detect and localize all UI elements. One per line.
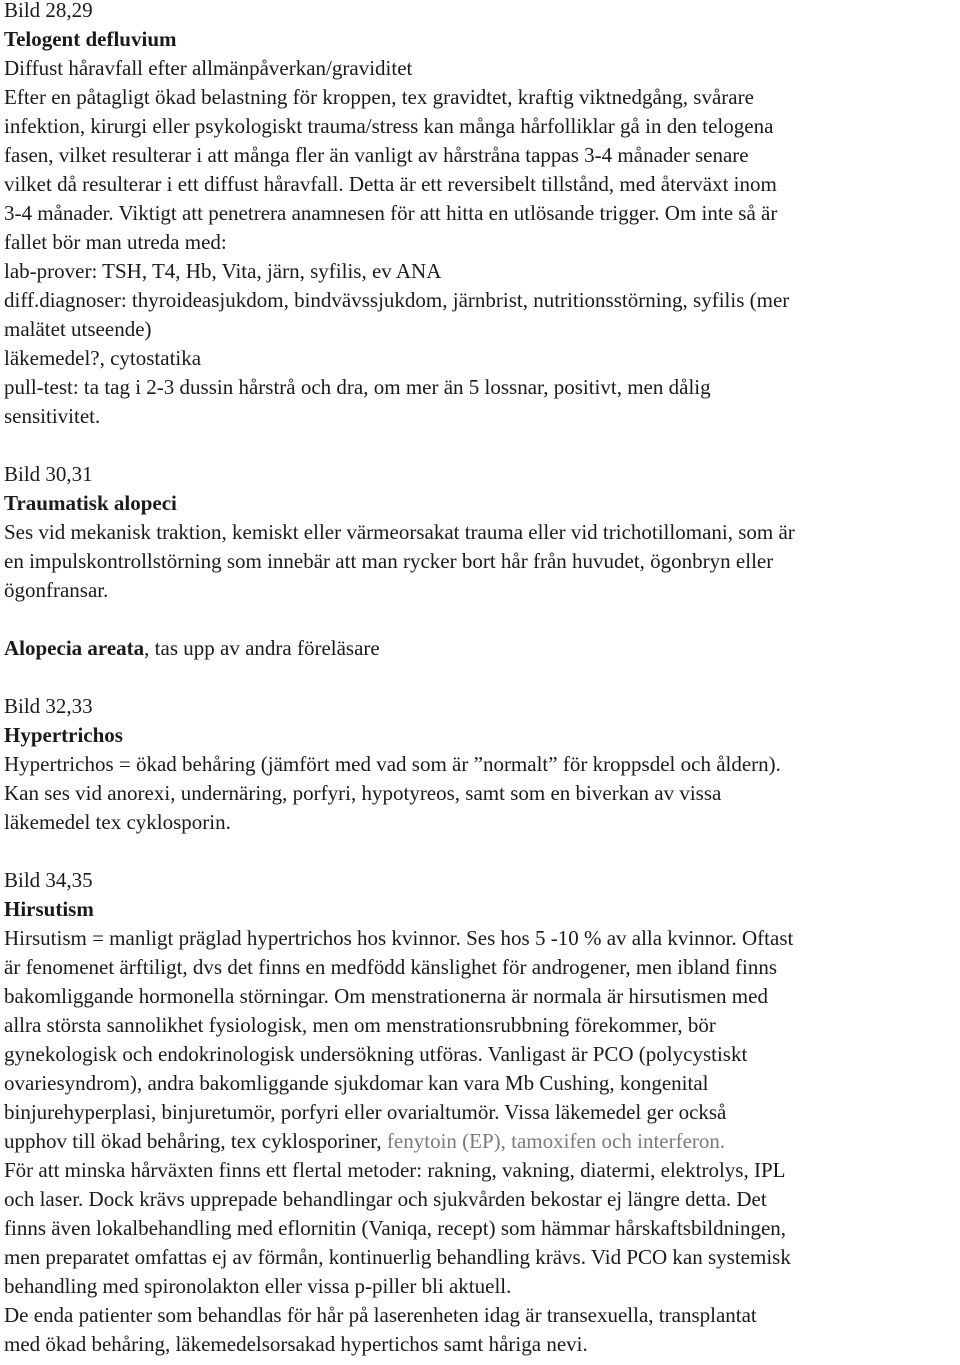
text-line: pull-test: ta tag i 2-3 dussin hårstrå och dra, om mer än 5 lossnar, positivt, men dålig xyxy=(4,375,711,399)
text-line: infektion, kirurgi eller psykologiskt trauma/stress kan många hårfolliklar gå in den telogena xyxy=(4,114,774,138)
text-line: finns även lokalbehandling med eflornitin (Vaniqa, recept) som hämmar hårskaftsbildningen, xyxy=(4,1216,787,1240)
heading-telogen: Telogent defluvium xyxy=(4,27,177,51)
text-line: Efter en påtagligt ökad belastning för kroppen, tex gravidtet, kraftig viktnedgång, svårare xyxy=(4,85,754,109)
text-line: en impulskontrollstörning som innebär att man rycker bort hår från huvudet, ögonbryn eller xyxy=(4,549,774,573)
text-line xyxy=(4,1127,725,1156)
text-line: ögonfransar. xyxy=(4,578,109,602)
text-line: sensitivitet. xyxy=(4,404,101,428)
text-line: men preparatet omfattas ej av förmån, kontinuerlig behandling krävs. Vid PCO kan systemisk xyxy=(4,1245,791,1269)
text-line: binjurehyperplasi, binjuretumör, porfyri eller ovarialtumör. Vissa läkemedel ger också xyxy=(4,1100,727,1124)
text-line: De enda patienter som behandlas för hår på laserenheten idag är transexuella, transplantat xyxy=(4,1303,757,1327)
text-line: allra största sannolikhet fysiologisk, men om menstrationsrubbning förekommer, bör xyxy=(4,1013,716,1037)
text-line: och laser. Dock krävs upprepade behandlingar och sjukvården bekostar ej längre detta. Det xyxy=(4,1187,767,1211)
text-line: fasen, vilket resulterar i att många fler än vanligt av hårstråna tappas 3-4 månader senare xyxy=(4,143,749,167)
text-line: läkemedel?, cytostatika xyxy=(4,346,202,370)
text-line: Ses vid mekanisk traktion, kemiskt eller värmeorsakat trauma eller vid trichotillomani, som är xyxy=(4,520,795,544)
text-line: läkemedel tex cyklosporin. xyxy=(4,810,231,834)
text-line: Diffust håravfall efter allmänpåverkan/graviditet xyxy=(4,56,413,80)
heading-hirsutism: Hirsutism xyxy=(4,897,94,921)
section-ref-telogen: Bild 28,29 xyxy=(4,0,93,22)
section-ref-hypertrichos: Bild 32,33 xyxy=(4,694,93,718)
text-line: Kan ses vid anorexi, undernäring, porfyri, hypotyreos, samt som en biverkan av vissa xyxy=(4,781,722,805)
text-line: Hypertrichos = ökad behåring (jämfört med vad som är ”normalt” för kroppsdel och åldern). xyxy=(4,752,781,776)
section-ref-hirsutism: Bild 34,35 xyxy=(4,868,93,892)
areata-note: , tas upp av andra föreläsare xyxy=(144,636,380,660)
text-line: 3-4 månader. Viktigt att penetrera anamnesen för att hitta en utlösande trigger. Om inte så är xyxy=(4,201,778,225)
areata-line xyxy=(4,634,380,663)
text-line: bakomliggande hormonella störningar. Om menstrationerna är normala är hirsutismen med xyxy=(4,984,768,1008)
text-line: ovariesyndrom), andra bakomliggande sjukdomar kan vara Mb Cushing, kongenital xyxy=(4,1071,709,1095)
heading-traumatisk: Traumatisk alopeci xyxy=(4,491,177,515)
text-line: Hirsutism = manligt präglad hypertrichos hos kvinnor. Ses hos 5 -10 % av alla kvinnor. Oftast xyxy=(4,926,794,950)
text-line: diff.diagnoser: thyroideasjukdom, bindvävssjukdom, järnbrist, nutritionsstörning, syfilis (mer xyxy=(4,288,790,312)
text-segment-muted: fenytoin (EP), tamoxifen och interferon. xyxy=(386,1129,726,1153)
text-line: För att minska hårväxten finns ett flertal metoder: rakning, vakning, diatermi, elektrolys, IPL xyxy=(4,1158,786,1182)
text-line: vilket då resulterar i ett diffust håravfall. Detta är ett reversibelt tillstånd, med återväxt inom xyxy=(4,172,777,196)
text-line: är fenomenet ärftiligt, dvs det finns en medfödd känslighet för androgener, men ibland finns xyxy=(4,955,778,979)
text-line: malätet utseende) xyxy=(4,317,152,341)
text-line: lab-prover: TSH, T4, Hb, Vita, järn, syfilis, ev ANA xyxy=(4,259,442,283)
text-segment: upphov till ökad behåring, tex cyklosporiner, xyxy=(4,1129,387,1153)
section-ref-traumatisk: Bild 30,31 xyxy=(4,462,93,486)
heading-hypertrichos: Hypertrichos xyxy=(4,723,123,747)
heading-areata: Alopecia areata xyxy=(4,636,145,660)
text-line: gynekologisk och endokrinologisk undersökning utföras. Vanligast är PCO (polycystiskt xyxy=(4,1042,748,1066)
text-line: med ökad behåring, läkemedelsorsakad hypertichos samt håriga nevi. xyxy=(4,1332,588,1356)
text-line: fallet bör man utreda med: xyxy=(4,230,227,254)
text-line: behandling med spironolakton eller vissa p-piller bli aktuell. xyxy=(4,1274,512,1298)
